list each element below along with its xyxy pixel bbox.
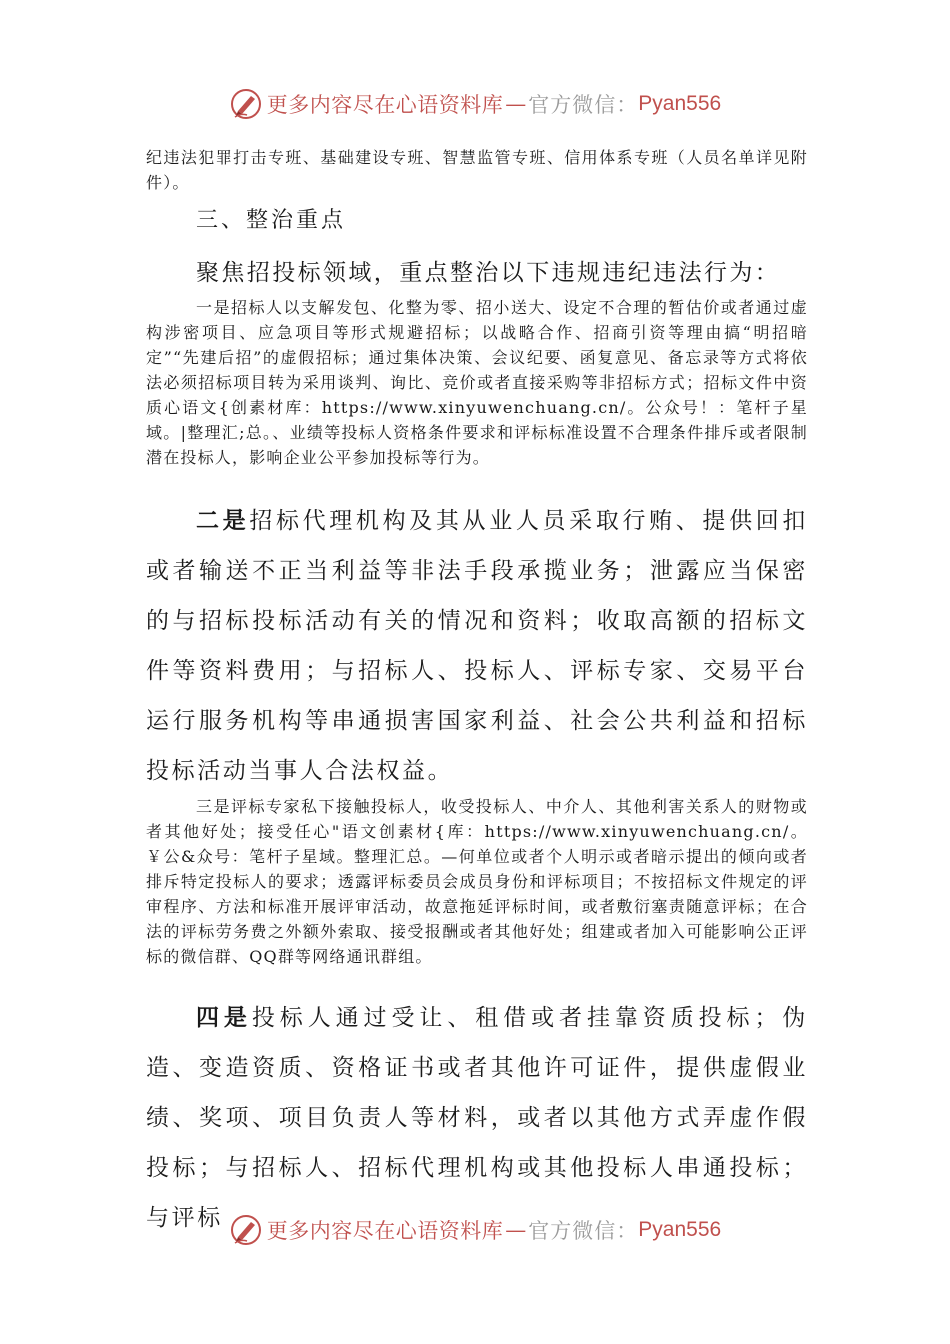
paragraph-p0: 纪违法犯罪打击专班、基础建设专班、智慧监管专班、信用体系专班（人员名单详见附件）。 xyxy=(146,148,808,192)
section-heading-block xyxy=(146,203,808,234)
paragraph-two-block xyxy=(146,496,808,796)
banner-wechat-id: Pyan556 xyxy=(638,92,722,115)
paragraph-continuation xyxy=(146,145,808,195)
section-heading: 三、整治重点 xyxy=(196,208,347,233)
pen-logo-icon xyxy=(229,1213,263,1247)
paragraph-one: 一是招标人以支解发包、化整为零、招小送大、设定不合理的暂估价或者通过虚构涉密项目、应急项目等形式规避招标；以战略合作、招商引资等理由搞“明招暗定”“先建后招”的虚假招标；通过集体决策、会议纪要、函复意见、备忘录等方式将依法必须招标项目转为采用谈判、询比、竞价或者直接采购等非招标方式；招标文件中资质心语文{创素材库：https://www.xinyuwenchuang.cn/。公众号！：笔杆子星域。|整理汇;总。、业绩等投标人资格条件要求和评标标准设置不合理条件排斥或者限制潜在投标人，影响企业公平参加投标等行为。 xyxy=(146,298,808,467)
paragraph-three: 三是评标专家私下接触投标人，收受投标人、中介人、其他利害关系人的财物或者其他好处；接受任心"语文创素材{库：https://www.xinyuwenchuang.cn/。￥公&众号：笔杆子星域。整理汇总。—何单位或者个人明示或者暗示提出的倾向或者排斥特定投标人的要求；透露评标委员会成员身份和评标项目；不按招标文件规定的评审程序、方法和标准开展评审活动，故意拖延评标时间，或者敷衍塞责随意评标；在合法的评标劳务费之外额外索取、接受报酬或者其他好处；组建或者加入可能影响公正评标的微信群、QQ群等网络通讯群组。 xyxy=(146,797,808,966)
paragraph-four-block xyxy=(146,993,808,1243)
banner-official-label: 官方微信： xyxy=(528,93,639,117)
banner-dash: — xyxy=(505,92,527,116)
header-banner xyxy=(0,84,950,124)
paragraph-two-lead: 二是 xyxy=(196,507,250,534)
banner-brand-text: 更多内容尽在心语资料库 xyxy=(266,1219,504,1243)
focus-line: 聚焦招投标领域，重点整治以下违规违纪违法行为： xyxy=(196,260,781,286)
paragraph-four-body: 投标人通过受让、租借或者挂靠资质投标；伪造、变造资质、资格证书或者其他许可证件，提供虚假业绩、奖项、项目负责人等材料，或者以其他方式弄虚作假投标；与招标人、招标代理机构或其他投标人串通投标；与评标 xyxy=(146,1005,809,1231)
paragraph-three-block xyxy=(146,794,808,969)
paragraph-two-body: 招标代理机构及其从业人员采取行贿、提供回扣或者输送不正当利益等非法手段承揽业务；泄露应当保密的与招标投标活动有关的情况和资料；收取高额的招标文件等资料费用；与招标人、投标人、评标专家、交易平台运行服务机构等串通损害国家利益、社会公共利益和招标投标活动当事人合法权益。 xyxy=(146,508,808,784)
banner-dash: — xyxy=(505,1218,527,1242)
paragraph-two xyxy=(146,496,808,796)
banner-official-label: 官方微信： xyxy=(528,1219,639,1243)
footer-banner xyxy=(0,1210,950,1250)
paragraph-one-block xyxy=(146,295,808,470)
banner-brand-text: 更多内容尽在心语资料库 xyxy=(266,93,504,117)
focus-line-block xyxy=(146,254,808,287)
paragraph-four xyxy=(146,993,808,1243)
banner-wechat-id: Pyan556 xyxy=(638,1218,722,1241)
paragraph-four-lead: 四是 xyxy=(196,1004,252,1031)
pen-logo-icon xyxy=(229,87,263,121)
